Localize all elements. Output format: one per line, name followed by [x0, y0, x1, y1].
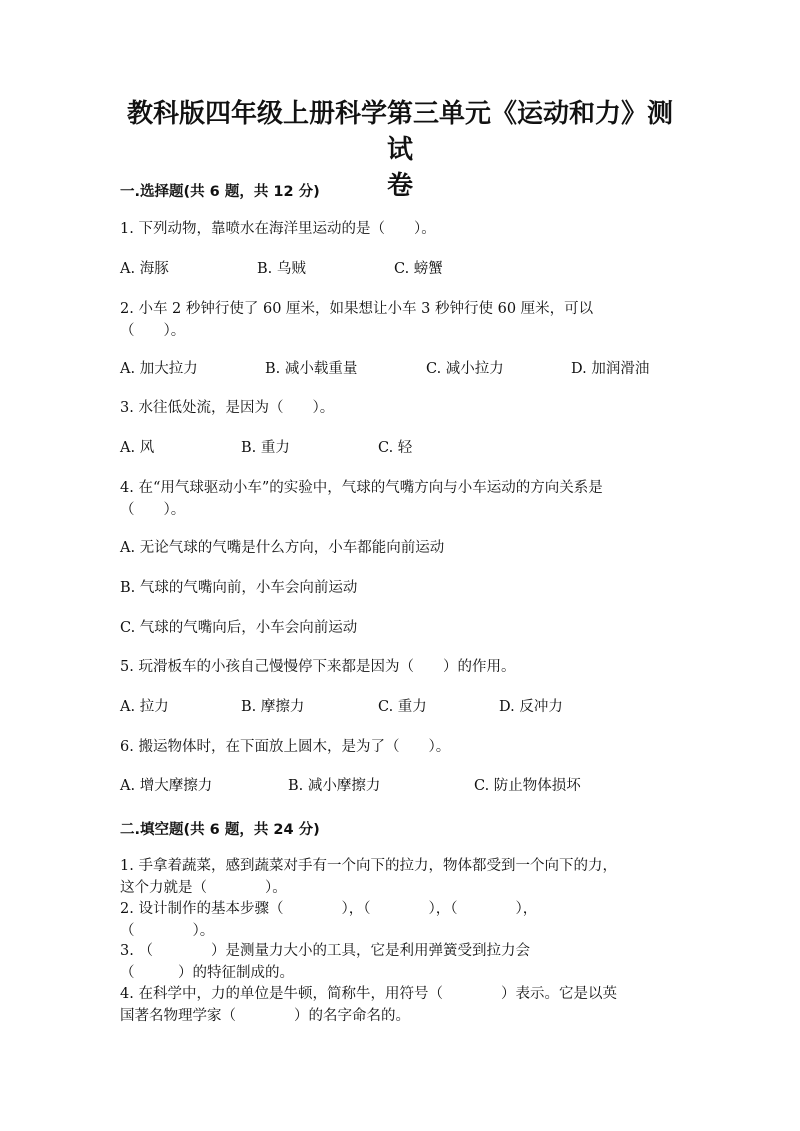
option-row — [120, 775, 700, 797]
fill-item-line: 国著名物理学家（ ）的名字命名的。 — [120, 1008, 410, 1024]
option: D. 反冲力 — [499, 699, 563, 715]
option: A. 加大拉力 — [120, 361, 198, 377]
question-stem-line: （ ）。 — [120, 323, 186, 339]
question-stem — [120, 298, 680, 342]
option-row — [120, 696, 700, 718]
option: C. 气球的气嘴向后，小车会向前运动 — [120, 620, 358, 636]
option: A. 增大摩擦力 — [120, 778, 213, 794]
fill-item-line: （ ）。 — [120, 923, 215, 939]
option: A. 海豚 — [120, 261, 169, 277]
fill-item — [120, 983, 680, 1027]
option: A. 无论气球的气嘴是什么方向，小车都能向前运动 — [120, 540, 445, 556]
question-stem: 3. 水往低处流，是因为（ ）。 — [120, 400, 335, 416]
question-stem: 6. 搬运物体时，在下面放上圆木，是为了（ ）。 — [120, 739, 451, 755]
option: A. 风 — [120, 440, 155, 456]
section-heading-choice: 一.选择题(共 6 题，共 12 分) — [120, 184, 320, 200]
fill-item-line: 这个力就是（ ）。 — [120, 880, 287, 896]
option: B. 乌贼 — [257, 261, 306, 277]
question-stem-line: （ ）。 — [120, 502, 186, 518]
option: B. 减小载重量 — [265, 361, 358, 377]
option: B. 摩擦力 — [241, 699, 305, 715]
option: A. 拉力 — [120, 699, 169, 715]
option-row — [120, 437, 700, 459]
section-heading-fill: 二.填空题(共 6 题，共 24 分) — [120, 822, 320, 838]
fill-item-line: （ ）的特征制成的。 — [120, 965, 294, 981]
question-stem-line: 2. 小车 2 秒钟行使了 60 厘米，如果想让小车 3 秒钟行使 60 厘米，可以 — [120, 301, 594, 317]
fill-item-line: 4. 在科学中，力的单位是牛顿，简称牛，用符号（ ）表示。它是以英 — [120, 986, 617, 1002]
fill-item-line: 2. 设计制作的基本步骤（ ），（ ），（ ）， — [120, 901, 538, 917]
option-row — [120, 258, 700, 280]
fill-item — [120, 940, 680, 984]
title-line-2: 卷 — [386, 171, 413, 201]
fill-item — [120, 855, 680, 899]
option: C. 重力 — [378, 699, 427, 715]
option: C. 轻 — [378, 440, 413, 456]
question-stem: 1. 下列动物，靠喷水在海洋里运动的是（ ）。 — [120, 221, 436, 237]
option: B. 减小摩擦力 — [288, 778, 381, 794]
option: B. 气球的气嘴向前，小车会向前运动 — [120, 580, 358, 596]
question-stem — [120, 477, 680, 521]
fill-item-line: 3. （ ）是测量力大小的工具，它是利用弹簧受到拉力会 — [120, 943, 530, 959]
question-stem-line: 4. 在“用气球驱动小车”的实验中，气球的气嘴方向与小车运动的方向关系是 — [120, 480, 603, 496]
option: C. 螃蟹 — [394, 261, 443, 277]
option: D. 加润滑油 — [571, 361, 650, 377]
title-line-1: 教科版四年级上册科学第三单元《运动和力》测试 — [126, 99, 673, 165]
option: B. 重力 — [241, 440, 290, 456]
fill-item — [120, 898, 680, 942]
option: C. 防止物体损坏 — [474, 778, 581, 794]
question-stem: 5. 玩滑板车的小孩自己慢慢停下来都是因为（ ）的作用。 — [120, 659, 516, 675]
option-row — [120, 358, 700, 380]
option: C. 减小拉力 — [426, 361, 504, 377]
fill-item-line: 1. 手拿着蔬菜，感到蔬菜对手有一个向下的拉力，物体都受到一个向下的力， — [120, 858, 617, 874]
